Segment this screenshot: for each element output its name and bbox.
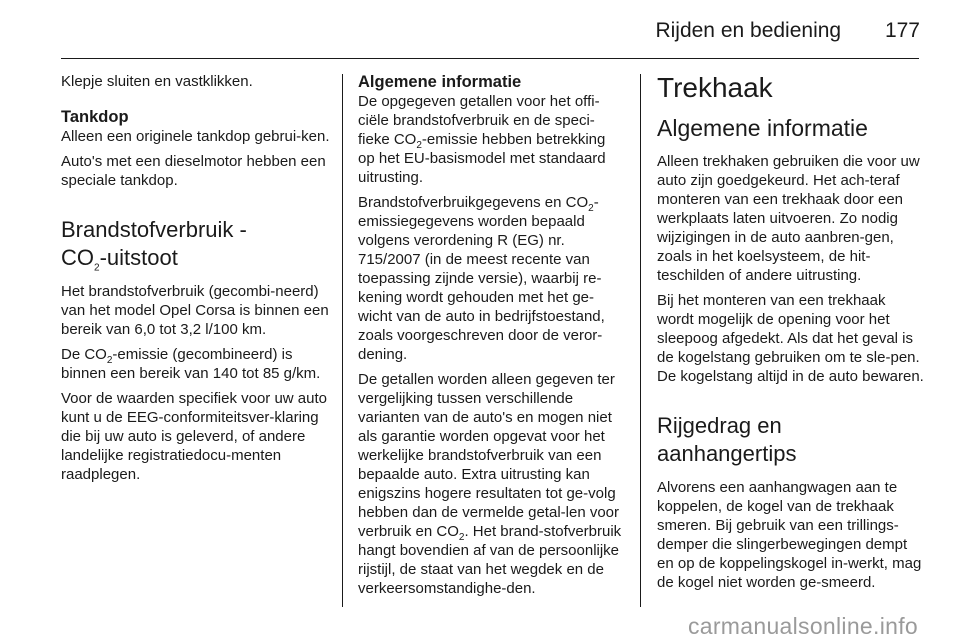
column-middle	[358, 72, 624, 604]
chapter-title: Rijden en bediening	[655, 19, 842, 42]
column-divider	[342, 74, 343, 607]
paragraph: Klepje sluiten en vastklikken.	[61, 73, 253, 90]
section-heading-brandstofverbruik: Brandstofverbruik - $CO_2$-uitstoot	[61, 217, 247, 274]
paragraph: Auto's met een dieselmotor hebben een speciale tankdop.	[61, 153, 326, 189]
paragraph: De opgegeven getallen voor het offi-ciële brandstofverbruik en de speci-fieke $CO_2$-emissie hebben betrekking op het EU-basismodel met standaard uitrusting.	[358, 93, 606, 186]
paragraph: Alleen een originele tankdop gebrui-ken.	[61, 128, 330, 145]
paragraph: Alleen trekhaken gebruiken die voor uw auto zijn goedgekeurd. Het ach-teraf monteren van een trekhaak door een werkplaats laten uitvoeren. Zo nodig wijzigingen in de auto aanbren-gen, zoals in het koelsysteem, de hit-teschilden of andere uitrusting.	[657, 153, 920, 284]
column-divider	[640, 74, 641, 607]
paragraph: Alvorens een aanhangwagen aan te koppelen, de kogel van de trekhaak smeren. Bij gebruik van een trillings-demper die slingerbewegingen dempt en op de koppelingskogel in-werkt, mag de kogel niet worden ge-smeerd.	[657, 479, 922, 591]
paragraph: De $CO_2$-emissie (gecombineerd) is binnen een bereik van 140 tot 85 g/km.	[61, 346, 321, 382]
paragraph: Brandstofverbruikgegevens en $CO_2$-emissiegegevens worden bepaald volgens verordening R (EG) nr. 715/2007 (in de meest recente van toepassing zijnde versie), waarbij re-kening wordt gehouden met het ge-wicht van de auto in bedrijfstoestand, zoals voorgeschreven door de veror-dening.	[358, 194, 605, 363]
page-header	[655, 18, 920, 44]
paragraph: Bij het monteren van een trekhaak wordt mogelijk de opening voor het sleepoog afgedekt. Als dat het geval is de kogelstang gebruiken om te sle-pen. De kogelstang altijd in de auto bewaren.	[657, 292, 924, 385]
column-right	[657, 72, 925, 598]
section-heading-tankdop: Tankdop	[61, 108, 129, 126]
section-heading-algemene-informatie: Algemene informatie	[657, 115, 868, 141]
watermark: carmanualsonline.info	[687, 613, 918, 639]
column-left	[61, 72, 331, 490]
page-number: 177	[884, 19, 920, 42]
paragraph: Voor de waarden specifiek voor uw auto kunt u de EEG-conformiteitsver-klaring die bij uw auto is geleverd, of andere landelijke registratiedocu-menten raadplegen.	[61, 390, 327, 483]
paragraph: De getallen worden alleen gegeven ter vergelijking tussen verschillende varianten van de auto's en mogen niet als garantie worden opgevat voor het werkelijke brandstofverbruik van een bepaalde auto. Extra uitrusting kan enigszins hogere resultaten tot ge-volg hebben dan de vermelde getal-len voor verbruik en $CO_2$. Het brand-stofverbruik hangt bovendien af van de persoonlijke rijstijl, de staat van het wegdek en de verkeersomstandighe-den.	[358, 371, 622, 597]
section-heading-rijgedrag: Rijgedrag en aanhangertips	[657, 413, 797, 466]
paragraph: Het brandstofverbruik (gecombi-neerd) van het model Opel Corsa is binnen een bereik van 6,0 tot 3,2 l/100 km.	[61, 283, 329, 338]
section-heading-algemene-informatie: Algemene informatie	[358, 73, 522, 91]
header-rule	[61, 58, 919, 59]
chapter-heading-trekhaak: Trekhaak	[657, 72, 773, 103]
